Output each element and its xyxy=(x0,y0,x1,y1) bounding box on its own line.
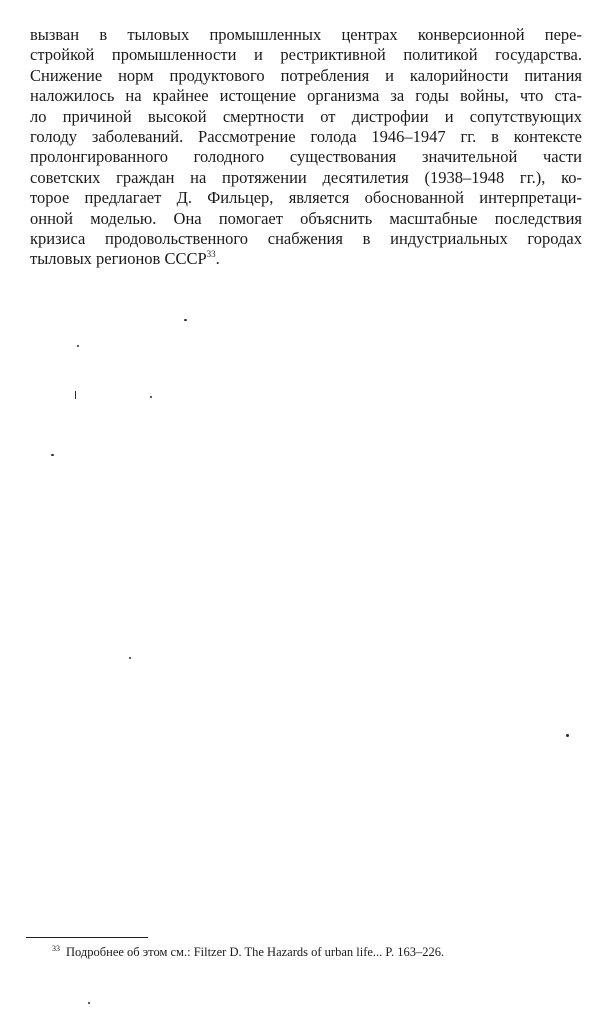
scan-speck xyxy=(88,1002,90,1004)
paragraph-line: наложилось на крайнее истощение организма за годы войны, что ста- xyxy=(30,86,582,106)
paragraph-line: онной моделью. Она помогает объяснить масштабные последствия xyxy=(30,208,582,228)
scan-speck xyxy=(129,657,131,659)
main-paragraph xyxy=(30,25,582,270)
scan-speck xyxy=(77,345,79,347)
scan-speck xyxy=(184,319,187,321)
paragraph-line: ло причиной высокой смертности от дистрофии и сопутствующих xyxy=(30,106,582,126)
scan-speck xyxy=(150,396,152,398)
footnote-number: 33 xyxy=(52,944,60,953)
footnote-lead: Подробнее об этом см.: xyxy=(66,945,191,959)
footnote-citation: Filtzer D. The Hazards of urban life... P. 163–226. xyxy=(193,945,445,959)
paragraph-line: голоду заболеваний. Рассмотрение голода 1946–1947 гг. в контексте xyxy=(30,126,582,146)
paragraph-line: кризиса продовольственного снабжения в индустриальных городах xyxy=(30,228,582,248)
paragraph-line: Снижение норм продуктового потребления и калорийности питания xyxy=(30,65,582,85)
footnote xyxy=(52,944,582,960)
last-line-text: тыловых регионов СССР xyxy=(30,249,207,269)
paragraph-line: пролонгированного голодного существования значительной части xyxy=(30,147,582,167)
footnote-reference[interactable]: 33 xyxy=(206,249,216,260)
paragraph-line: вызван в тыловых промышленных центрах конверсионной пере- xyxy=(30,25,582,44)
paragraph-line: стройкой промышленности и рестриктивной политикой государства. xyxy=(30,45,582,65)
paragraph-last-line: тыловых регионов СССР$^{33}$. xyxy=(30,249,220,269)
paragraph-line: торое предлагает Д. Фильцер, является обоснованной интерпретаци- xyxy=(30,188,582,208)
scan-speck xyxy=(51,454,54,456)
footnote-separator xyxy=(26,937,148,938)
scan-speck xyxy=(75,391,76,399)
paragraph-line: советских граждан на протяжении десятилетия (1938–1948 гг.), ко- xyxy=(30,167,582,187)
scan-speck xyxy=(566,734,569,737)
